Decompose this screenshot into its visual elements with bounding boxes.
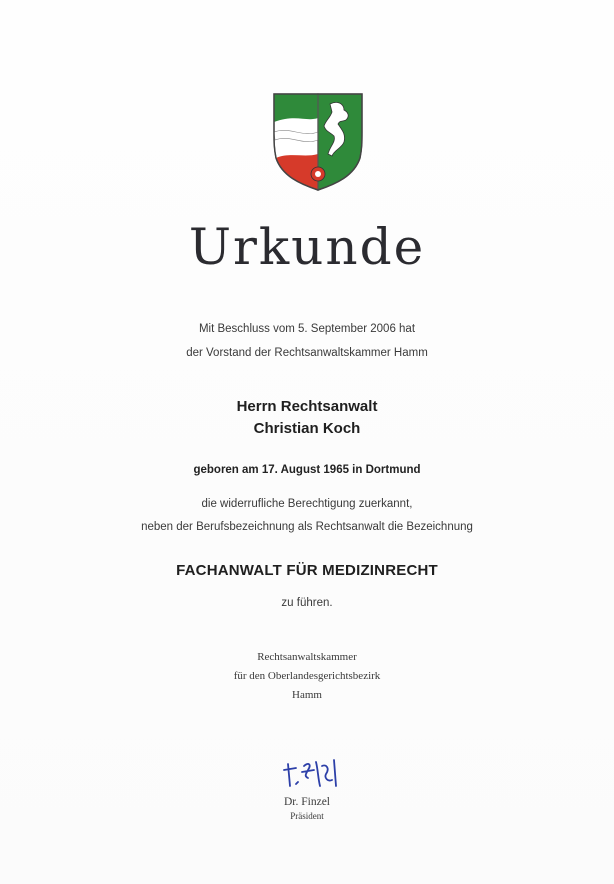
grant-line-2: neben der Berufsbezeichnung als Rechtsanwalt die Bezeichnung: [141, 521, 473, 533]
issuer-line-3: Hamm: [292, 689, 322, 701]
issuer-line-1: Rechtsanwaltskammer: [257, 651, 357, 663]
specialty-title: FACHANWALT FÜR MEDIZINRECHT: [176, 562, 438, 579]
recipient-title: Herrn Rechtsanwalt: [236, 398, 378, 415]
closing-line: zu führen.: [281, 597, 333, 609]
signatory-name: Dr. Finzel: [284, 796, 330, 808]
issuer-line-2: für den Oberlandesgerichtsbezirk: [233, 670, 381, 682]
coat-of-arms-icon: [272, 92, 364, 194]
signature-icon: [282, 756, 348, 792]
signatory-title: Präsident: [290, 811, 324, 821]
intro-line-2: der Vorstand der Rechtsanwaltskammer Hamm: [186, 347, 428, 359]
document-title: Urkunde: [188, 218, 426, 276]
recipient-name: Christian Koch: [253, 420, 361, 437]
birth-line: geboren am 17. August 1965 in Dortmund: [193, 464, 421, 476]
grant-line-1: die widerrufliche Berechtigung zuerkannt,: [201, 498, 413, 510]
intro-line-1: Mit Beschluss vom 5. September 2006 hat: [198, 323, 416, 335]
